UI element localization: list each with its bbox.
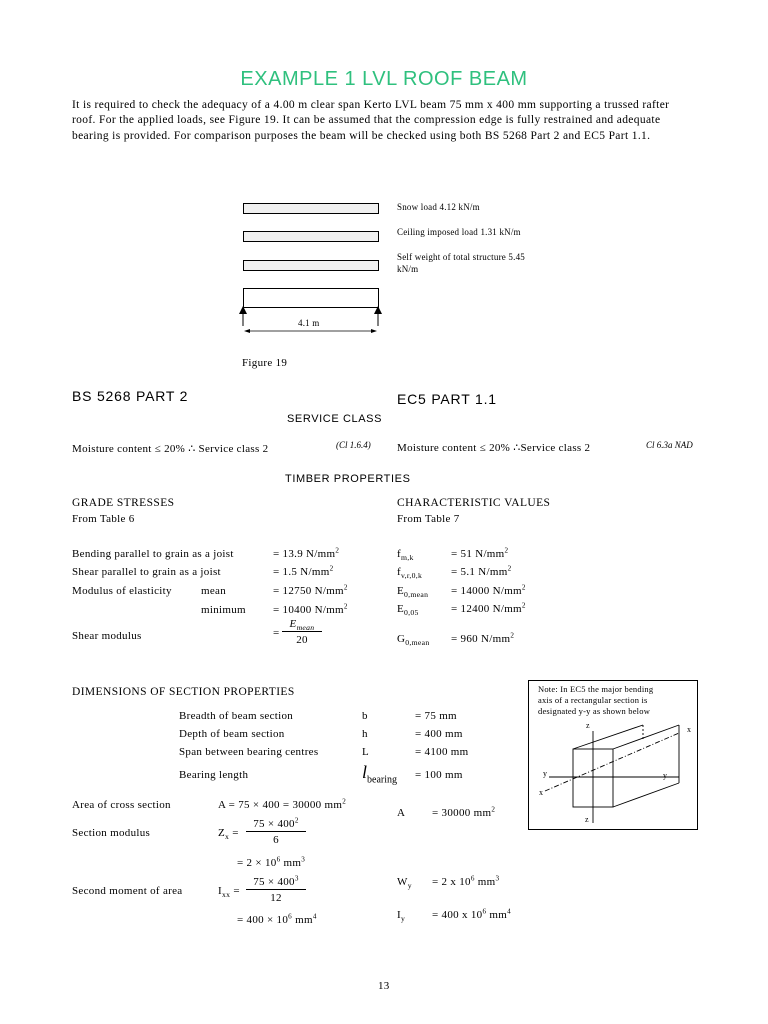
axis-x-right: x — [687, 725, 691, 734]
bs-moe-min-label: minimum — [201, 604, 246, 616]
bs-shear-modulus-fraction: $E_{mean}$ 20 — [282, 618, 322, 646]
modulus-symbol: $Z_x$ = — [218, 827, 239, 842]
ec5-area-value: = 30000 $mm^2$ — [432, 805, 496, 819]
ec5-area-symbol: A — [397, 807, 406, 819]
grade-stresses-heading: GRADE STRESSES — [72, 497, 175, 509]
dim-depth-label: Depth of beam section — [179, 728, 285, 740]
modulus-result: = $2 \times 10^6$ $mm^3$ — [237, 855, 306, 869]
note-line-2: axis of a rectangular section is — [538, 695, 648, 705]
ec5-fv-symbol: $f_{v,r,0,k}$ — [397, 566, 423, 581]
ec5-e0mean-value: = 14000 $N/mm^2$ — [451, 583, 526, 597]
axis-x-left: x — [539, 788, 543, 797]
bs-bending-label: Bending parallel to grain as a joist — [72, 548, 234, 560]
bs-shear-modulus-eq: = — [273, 627, 280, 639]
area-label: Area of cross section — [72, 799, 171, 811]
self-weight-label: Self weight of total structure 5.45 — [397, 252, 525, 262]
ec5-axis-note — [528, 680, 698, 830]
inertia-fraction: $\frac{75 \times 400^3}{12}$ — [246, 876, 306, 904]
ec5-e0mean-symbol: $E_{0,mean}$ — [397, 585, 429, 600]
dim-span-label: Span between bearing centres — [179, 746, 319, 758]
note-line-3: designated y-y as shown below — [538, 706, 651, 716]
ec5-e005-symbol: $E_{0,05}$ — [397, 603, 419, 618]
snow-load-bar — [243, 203, 379, 214]
axis-z-bottom: z — [585, 815, 589, 824]
dims-heading: DIMENSIONS OF SECTION PROPERTIES — [72, 686, 295, 698]
snow-load-label: Snow load 4.12 kN/m — [397, 202, 480, 212]
right-support-icon — [374, 306, 382, 314]
dim-breadth-value: = 75 mm — [415, 710, 457, 722]
inertia-label: Second moment of area — [72, 885, 183, 897]
ec5-wy-value: = 2 x $10^6$ $mm^3$ — [432, 874, 500, 888]
dim-breadth-label: Breadth of beam section — [179, 710, 294, 722]
inertia-symbol: $I_{xx}$ = — [218, 885, 240, 900]
timber-props-heading: TIMBER PROPERTIES — [285, 473, 411, 485]
bs-table-source: From Table 6 — [72, 513, 135, 525]
span-label: 4.1 m — [298, 318, 320, 328]
bs-heading: BS 5268 PART 2 — [72, 388, 189, 404]
bs-moe-label: Modulus of elasticity — [72, 585, 172, 597]
page-title: EXAMPLE 1 LVL ROOF BEAM — [240, 68, 528, 90]
page-number: 13 — [378, 980, 390, 992]
self-weight-unit: kN/m — [397, 264, 419, 274]
dim-depth-symbol: h — [362, 728, 368, 740]
service-class-heading: SERVICE CLASS — [287, 413, 383, 425]
bs-shear-modulus-label: Shear modulus — [72, 630, 142, 642]
ec5-service-ref: Cl 6.3a NAD — [646, 440, 693, 450]
ec5-iy-value: = 400 x $10^6$ $mm^4$ — [432, 907, 511, 921]
figure-caption: Figure 19 — [242, 357, 288, 369]
ec5-fmk-value: = 51 $N/mm^2$ — [451, 546, 509, 560]
bs-moe-mean-label: mean — [201, 585, 227, 597]
dim-breadth-symbol: b — [362, 710, 368, 722]
dim-bearing-symbol: $l_{bearing}$ — [362, 762, 398, 786]
ec5-service-class: Moisture content ≤ 20% ∴Service class 2 — [397, 442, 591, 454]
intro-paragraph: It is required to check the adequacy of a 4.00 m clear span Kerto LVL beam 75 mm x 400 mm supporting a trussed rafter roof. For the applied loads, see Figure 19. It can be assumed that the compression edge is fully restrained and adequate bearing is provided. For comparison purposes the beam will be checked using both BS 5268 Part 2 and EC5 Part 1.1. — [72, 99, 670, 142]
ec5-heading: EC5 PART 1.1 — [397, 391, 497, 407]
dim-bearing-label: Bearing length — [179, 769, 249, 781]
bs-service-class: Moisture content ≤ 20% ∴ Service class 2 — [72, 443, 269, 455]
note-line-1: Note: In EC5 the major bending — [538, 684, 654, 694]
bs-moe-min-value: = 10400 $N/mm^2$ — [273, 602, 348, 616]
ec5-fv-value: = 5.1 $N/mm^2$ — [451, 564, 512, 578]
dim-span-value: = 4100 mm — [415, 746, 469, 758]
beam-axes-diagram — [529, 719, 697, 829]
ec5-fmk-symbol: $f_{m,k}$ — [397, 548, 414, 563]
ec5-wy-symbol: $W_y$ — [397, 876, 412, 891]
ec5-iy-symbol: $I_y$ — [397, 909, 406, 924]
ec5-g0mean-symbol: $G_{0,mean}$ — [397, 633, 430, 648]
bs-bending-value: = 13.9 $N/mm^2$ — [273, 546, 340, 560]
modulus-fraction: $\frac{75 \times 400^2}{6}$ — [246, 818, 306, 846]
ceiling-load-label: Ceiling imposed load 1.31 kN/m — [397, 227, 521, 237]
ec5-e005-value: = 12400 $N/mm^2$ — [451, 601, 526, 615]
area-equation: A = 75 × 400 = 30000 $mm^2$ — [218, 797, 347, 811]
self-weight-bar — [243, 260, 379, 271]
ec5-g0mean-value: = 960 $N/mm^2$ — [451, 631, 515, 645]
axis-y-right: y — [663, 771, 667, 780]
bs-shear-label: Shear parallel to grain as a joist — [72, 566, 221, 578]
axis-y-left: y — [543, 769, 547, 778]
left-support-icon — [239, 306, 247, 314]
dim-depth-value: = 400 mm — [415, 728, 463, 740]
bs-shear-value: = 1.5 $N/mm^2$ — [273, 564, 334, 578]
bs-moe-mean-value: = 12750 $N/mm^2$ — [273, 583, 348, 597]
bs-service-ref: (Cl 1.6.4) — [336, 440, 371, 450]
modulus-label: Section modulus — [72, 827, 151, 839]
axis-z-top: z — [586, 721, 590, 730]
inertia-result: = $400 \times 10^6$ $mm^4$ — [237, 912, 317, 926]
ec5-table-source: From Table 7 — [397, 513, 460, 525]
ceiling-load-bar — [243, 231, 379, 242]
dim-span-symbol: L — [362, 746, 370, 758]
dim-bearing-value: = 100 mm — [415, 769, 463, 781]
char-values-heading: CHARACTERISTIC VALUES — [397, 497, 551, 509]
